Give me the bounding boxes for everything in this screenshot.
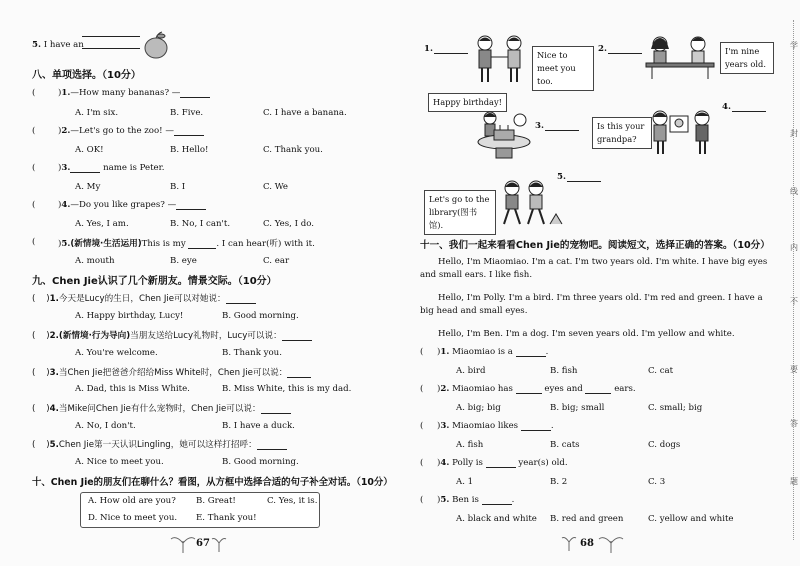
answer-blank[interactable] bbox=[287, 368, 311, 378]
s8-q2: ( bbox=[32, 126, 36, 136]
s8-q3-opt-a[interactable]: A. My bbox=[75, 182, 101, 192]
speech-bubble-2: I'm nine years old. bbox=[720, 42, 774, 74]
answer-blank[interactable] bbox=[226, 294, 256, 304]
page-number-left: 67 bbox=[196, 538, 210, 549]
s11-q2-opt-b[interactable]: B. big; small bbox=[550, 403, 605, 413]
birthday-cake-illustration bbox=[476, 108, 532, 158]
s11-q5: ( )5. Ben is . bbox=[420, 495, 515, 505]
section-11-title: 十一、我们一起来看看Chen Jie的宠物吧。阅读短文，选择正确的答案。（10分） bbox=[420, 240, 770, 251]
binding-char: 题 bbox=[790, 477, 798, 486]
s11-q5-opt-c[interactable]: C. yellow and white bbox=[648, 514, 734, 524]
s8-q3: ( bbox=[32, 163, 36, 173]
dialog-num-5: 5. bbox=[557, 172, 566, 182]
s8-q1-opt-b[interactable]: B. Five. bbox=[170, 108, 204, 118]
s9-q5-opt-b[interactable]: B. Good morning. bbox=[222, 457, 299, 467]
s8-q1-opt-c[interactable]: C. I have a banana. bbox=[263, 108, 347, 118]
speech-bubble-1: Nice to meet you too. bbox=[532, 46, 594, 91]
s9-q3-opt-a[interactable]: A. Dad, this is Miss White. bbox=[75, 384, 190, 394]
answer-blank[interactable] bbox=[188, 239, 216, 249]
s11-q5-opt-b[interactable]: B. red and green bbox=[550, 514, 624, 524]
s9-q1-opt-a[interactable]: A. Happy birthday, Lucy! bbox=[75, 311, 184, 321]
dialog-num-4: 4. bbox=[722, 102, 731, 112]
dialog-blank-4[interactable] bbox=[732, 111, 766, 112]
s11-q2-opt-a[interactable]: A. big; big bbox=[456, 403, 501, 413]
s9-q1: ( )1.今天是Lucy的生日，Chen Jie可以对她说： bbox=[32, 292, 256, 304]
s11-q3-opt-b[interactable]: B. cats bbox=[550, 440, 580, 450]
s11-q2: ( )2. Miaomiao has eyes and ears. bbox=[420, 384, 636, 394]
s8-q3-opt-b[interactable]: B. I bbox=[170, 182, 186, 192]
binding-char: 答 bbox=[790, 419, 798, 428]
binding-dotted-line bbox=[793, 20, 794, 540]
s9-q5: ( )5.Chen Jie第一天认识Lingling，她可以这样打招呼： bbox=[32, 438, 287, 450]
passage-paragraph-1: Hello, I'm Miaomiao. I'm a cat. I'm two years old. I'm white. I have big eyes and small ears. I like fish. bbox=[420, 257, 768, 280]
binding-char: 要 bbox=[790, 365, 798, 374]
answer-blank[interactable] bbox=[516, 384, 542, 394]
answer-blank[interactable] bbox=[257, 440, 287, 450]
s9-q3-opt-b[interactable]: B. Miss White, this is my dad. bbox=[222, 384, 352, 394]
sprout-icon bbox=[598, 533, 624, 553]
binding-char: 学 bbox=[790, 41, 798, 50]
box-option-b: B. Great! bbox=[196, 496, 236, 506]
s11-q4: ( )4. Polly is year(s) old. bbox=[420, 458, 568, 468]
box-option-a: A. How old are you? bbox=[88, 496, 176, 506]
two-kids-handshake-illustration bbox=[470, 35, 530, 83]
s9-q4-opt-a[interactable]: A. No, I don't. bbox=[75, 421, 136, 431]
section-10-title: 十、Chen Jie的朋友们在聊什么？看图，从方框中选择合适的句子补全对话。（10分） bbox=[32, 477, 393, 488]
binding-char: 不 bbox=[790, 297, 798, 306]
binding-char: 线 bbox=[790, 187, 798, 196]
s11-q4-opt-a[interactable]: A. 1 bbox=[456, 477, 474, 487]
binding-char: 内 bbox=[790, 243, 798, 252]
sentence-box bbox=[80, 492, 320, 528]
answer-blank[interactable] bbox=[261, 404, 291, 414]
answer-blank[interactable] bbox=[521, 421, 551, 431]
s8-q1: ( bbox=[32, 88, 36, 98]
s9-q1-opt-b[interactable]: B. Good morning. bbox=[222, 311, 299, 321]
answer-blank[interactable] bbox=[516, 347, 546, 357]
s9-q3: ( )3.当Chen Jie把爸爸介绍给Miss White时，Chen Jie可以说： bbox=[32, 366, 311, 378]
s11-q3-opt-c[interactable]: C. dogs bbox=[648, 440, 681, 450]
s8-q3-opt-c[interactable]: C. We bbox=[263, 182, 288, 192]
left-page: 5. I have an 八、单项选择。（10分） ( )1.—How many bananas? — A. I'm six. B. Five. C. I have a banana. ( )2.—Let's go to the zoo! — A. OK! B. Hello! C. Thank you. ( )3. name is Peter. A. My B. I C. We ( )4.—Do you like grapes? — A. Yes, I am. B. No, I can't. C. Yes, I do. ( )5.(新情境·生活运用)This is my . I can hear(听) with it. A. mouth B. eye C. ear 九、Chen Jie认识了几个新朋友。情景交际。（10分） ( )1.今天是Lucy的生日，Chen Jie可以对她说： A. Happy birthday, Lucy! B. Good morning. ( )2.(新情境·行为导向)当朋友送给Lucy礼物时，Lucy可以说： A. You're welcome. B. Thank you. ( )3.当Chen Jie把爸爸介绍给Miss White时，Chen Jie可以说： A. Dad, this is Miss White. B. Miss White, this is my dad. ( )4.当Mike问Chen Jie有什么宠物时，Chen Jie可以说： A. No, I don't. B. I have a duck. ( )5.Chen Jie第一天认识Lingling，她可以这样打招呼： A. Nice to meet you. B. Good morning. 十、Chen Jie的朋友们在聊什么？看图，从方框中选择合适的句子补全对话。（10分） A. How old are you? B. Great! C. Yes, it is. D. Nice to meet you. E. Thank you! 67 bbox=[0, 0, 400, 566]
answer-blank[interactable] bbox=[180, 88, 210, 98]
kids-walking-illustration bbox=[490, 178, 570, 228]
kids-at-desk-illustration bbox=[644, 35, 716, 79]
s9-q5-opt-a[interactable]: A. Nice to meet you. bbox=[75, 457, 164, 467]
s8-q4: ( bbox=[32, 200, 36, 210]
s11-q2-opt-c[interactable]: C. small; big bbox=[648, 403, 703, 413]
binding-char: 封 bbox=[790, 129, 798, 138]
dialog-blank-3[interactable] bbox=[545, 130, 579, 131]
sprout-icon bbox=[562, 535, 576, 551]
s11-q5-opt-a[interactable]: A. black and white bbox=[456, 514, 537, 524]
page-number-right: 68 bbox=[580, 538, 594, 549]
s11-q3: ( )3. Miaomiao likes . bbox=[420, 421, 554, 431]
box-option-e: E. Thank you! bbox=[196, 513, 257, 523]
box-option-c: C. Yes, it is. bbox=[267, 496, 318, 506]
dialog-blank-1[interactable] bbox=[434, 53, 468, 54]
s8-q5-opt-c[interactable]: C. ear bbox=[263, 256, 290, 266]
answer-blank[interactable] bbox=[282, 331, 312, 341]
passage-paragraph-3: Hello, I'm Ben. I'm a dog. I'm seven years old. I'm yellow and white. bbox=[438, 329, 735, 339]
answer-blank[interactable] bbox=[174, 126, 204, 136]
s8-q4-opt-b[interactable]: B. No, I can't. bbox=[170, 219, 231, 229]
q5-line: 5. I have an bbox=[32, 40, 84, 50]
section-9-title: 九、Chen Jie认识了几个新朋友。情景交际。（10分） bbox=[32, 276, 277, 287]
s8-q1-opt-a[interactable]: A. I'm six. bbox=[75, 108, 119, 118]
s11-q1-opt-c[interactable]: C. cat bbox=[648, 366, 674, 376]
s9-q2-opt-a[interactable]: A. You're welcome. bbox=[75, 348, 158, 358]
answer-blank[interactable] bbox=[486, 458, 516, 468]
answer-blank[interactable] bbox=[585, 384, 611, 394]
q5-blank-2[interactable] bbox=[82, 48, 140, 49]
s11-q3-opt-a[interactable]: A. fish bbox=[456, 440, 484, 450]
s8-q2-opt-b[interactable]: B. Hello! bbox=[170, 145, 209, 155]
dialog-num-1: 1. bbox=[424, 44, 433, 54]
s11-q1: ( )1. Miaomiao is a . bbox=[420, 347, 549, 357]
section-8-title: 八、单项选择。（10分） bbox=[32, 70, 141, 81]
speech-bubble-3: Happy birthday! bbox=[428, 93, 507, 112]
s11-q4-opt-b[interactable]: B. 2 bbox=[550, 477, 568, 487]
s11-q1-opt-b[interactable]: B. fish bbox=[550, 366, 578, 376]
sprout-icon bbox=[212, 536, 226, 552]
s8-q4-opt-c[interactable]: C. Yes, I do. bbox=[263, 219, 314, 229]
s9-q2-opt-b[interactable]: B. Thank you. bbox=[222, 348, 282, 358]
apple-icon bbox=[142, 30, 170, 60]
s11-q1-opt-a[interactable]: A. bird bbox=[456, 366, 486, 376]
answer-blank[interactable] bbox=[482, 495, 512, 505]
dialog-num-3: 3. bbox=[535, 121, 544, 131]
dialog-blank-2[interactable] bbox=[608, 53, 642, 54]
s9-q4-opt-b[interactable]: B. I have a duck. bbox=[222, 421, 295, 431]
s8-q2-opt-c[interactable]: C. Thank you. bbox=[263, 145, 323, 155]
s8-q5: ( bbox=[32, 237, 36, 247]
s8-q5-opt-b[interactable]: B. eye bbox=[170, 256, 197, 266]
s8-q5-opt-a[interactable]: A. mouth bbox=[75, 256, 115, 266]
dialog-blank-5[interactable] bbox=[567, 181, 601, 182]
answer-blank[interactable] bbox=[70, 163, 100, 173]
box-option-d: D. Nice to meet you. bbox=[88, 513, 178, 523]
sprout-icon bbox=[170, 533, 196, 553]
speech-bubble-5: Let's go to the library(图书馆). bbox=[424, 190, 496, 235]
s8-q4-opt-a[interactable]: A. Yes, I am. bbox=[75, 219, 129, 229]
s8-q2-opt-a[interactable]: A. OK! bbox=[75, 145, 104, 155]
speech-bubble-4: Is this your grandpa? bbox=[592, 117, 652, 149]
kids-photo-illustration bbox=[648, 106, 718, 156]
s9-q4: ( )4.当Mike问Chen Jie有什么宠物时，Chen Jie可以说： bbox=[32, 402, 291, 414]
dialog-num-2: 2. bbox=[598, 44, 607, 54]
s9-q2: ( )2.(新情境·行为导向)当朋友送给Lucy礼物时，Lucy可以说： bbox=[32, 329, 312, 341]
answer-blank[interactable] bbox=[176, 200, 206, 210]
q5-blank-1[interactable] bbox=[82, 36, 140, 37]
s11-q4-opt-c[interactable]: C. 3 bbox=[648, 477, 666, 487]
passage-paragraph-2: Hello, I'm Polly. I'm a bird. I'm three years old. I'm red and green. I have a big head and small eyes. bbox=[420, 293, 763, 316]
